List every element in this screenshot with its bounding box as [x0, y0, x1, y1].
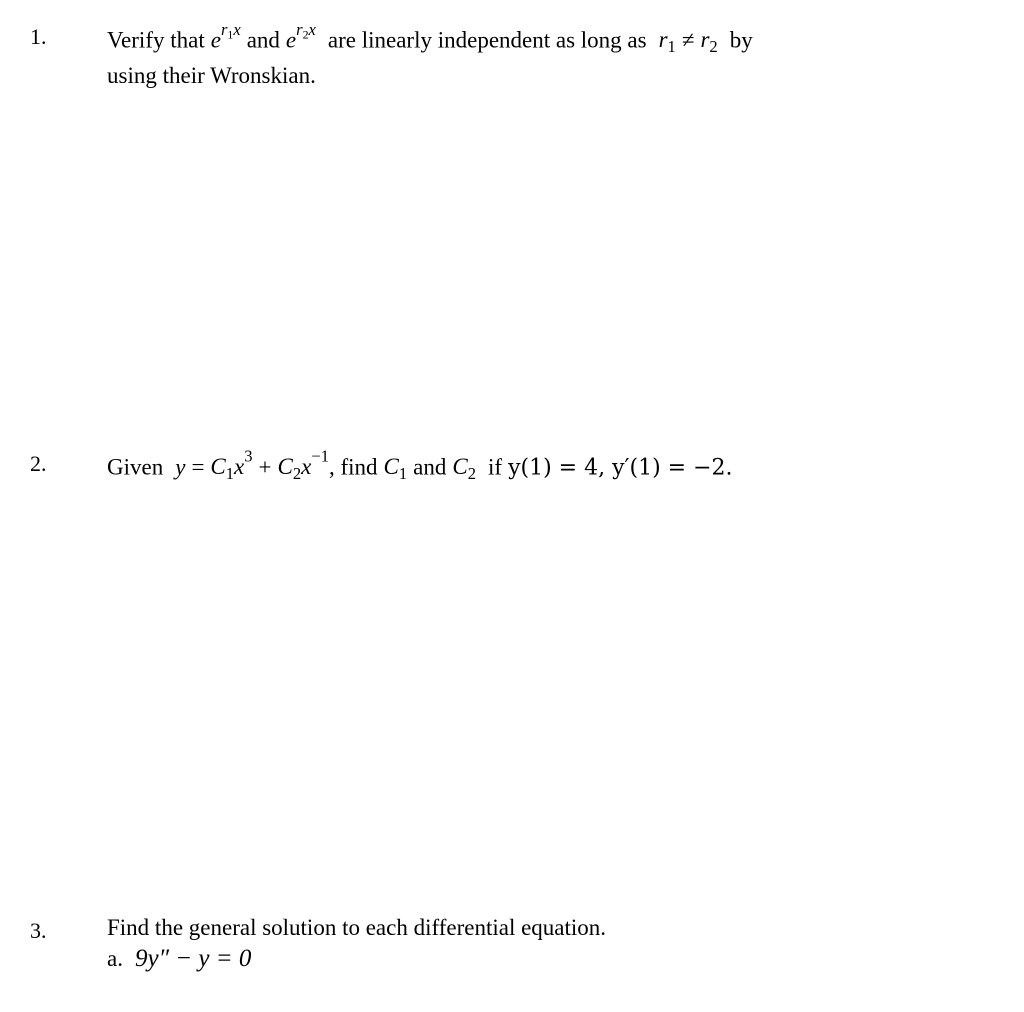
problem-1-statement — [107, 22, 753, 56]
exp-base-e1: e — [210, 27, 221, 53]
problem-3-number: 3. — [30, 918, 47, 943]
const-c1: $C_1$ — [383, 454, 408, 484]
exponent-r1x: r1x — [220, 20, 241, 42]
problem-1-text-independent: are linearly independent as long as — [327, 27, 647, 53]
equals-sign: = — [191, 454, 205, 480]
not-equal-sign: ≠ — [681, 27, 695, 53]
term-c1x3: $C_1x^3$ — [210, 447, 253, 484]
exp-base-e2: e — [285, 27, 297, 53]
problem-2-text-and: and — [413, 454, 447, 480]
term-c2x-1: $C_2x^{-1}$ — [277, 447, 329, 484]
problem-2-text-given: Given — [107, 454, 164, 480]
problem-3-statement: Find the general solution to each differential equation. — [107, 915, 607, 940]
var-y: y — [175, 454, 186, 480]
problem-1-text-verify: Verify that — [107, 27, 205, 53]
problem-1-text-by: by — [729, 27, 753, 53]
var-r1: $r_1$ — [658, 27, 676, 57]
var-r2: $r_2$ — [700, 27, 718, 57]
initial-conditions: y(1) = 4, y′(1) = −2. — [508, 455, 733, 481]
problem-2-text-if: if — [488, 454, 503, 480]
problem-1-number: 1. — [30, 24, 47, 49]
problem-1-text-and: and — [246, 27, 280, 53]
plus-sign: + — [258, 454, 272, 480]
part-a-equation: 9y″ − y = 0 — [134, 945, 252, 972]
const-c2: $C_2$ — [452, 454, 477, 484]
problem-2-text-find: , find — [328, 454, 378, 480]
problem-2-statement — [107, 449, 733, 483]
part-a-label: a. — [107, 946, 123, 971]
exponent-r2x: r2x — [296, 20, 316, 42]
problem-3-part-a — [107, 946, 251, 971]
problem-1-statement-line2: using their Wronskian. — [107, 63, 316, 88]
problem-2-number: 2. — [30, 451, 47, 476]
